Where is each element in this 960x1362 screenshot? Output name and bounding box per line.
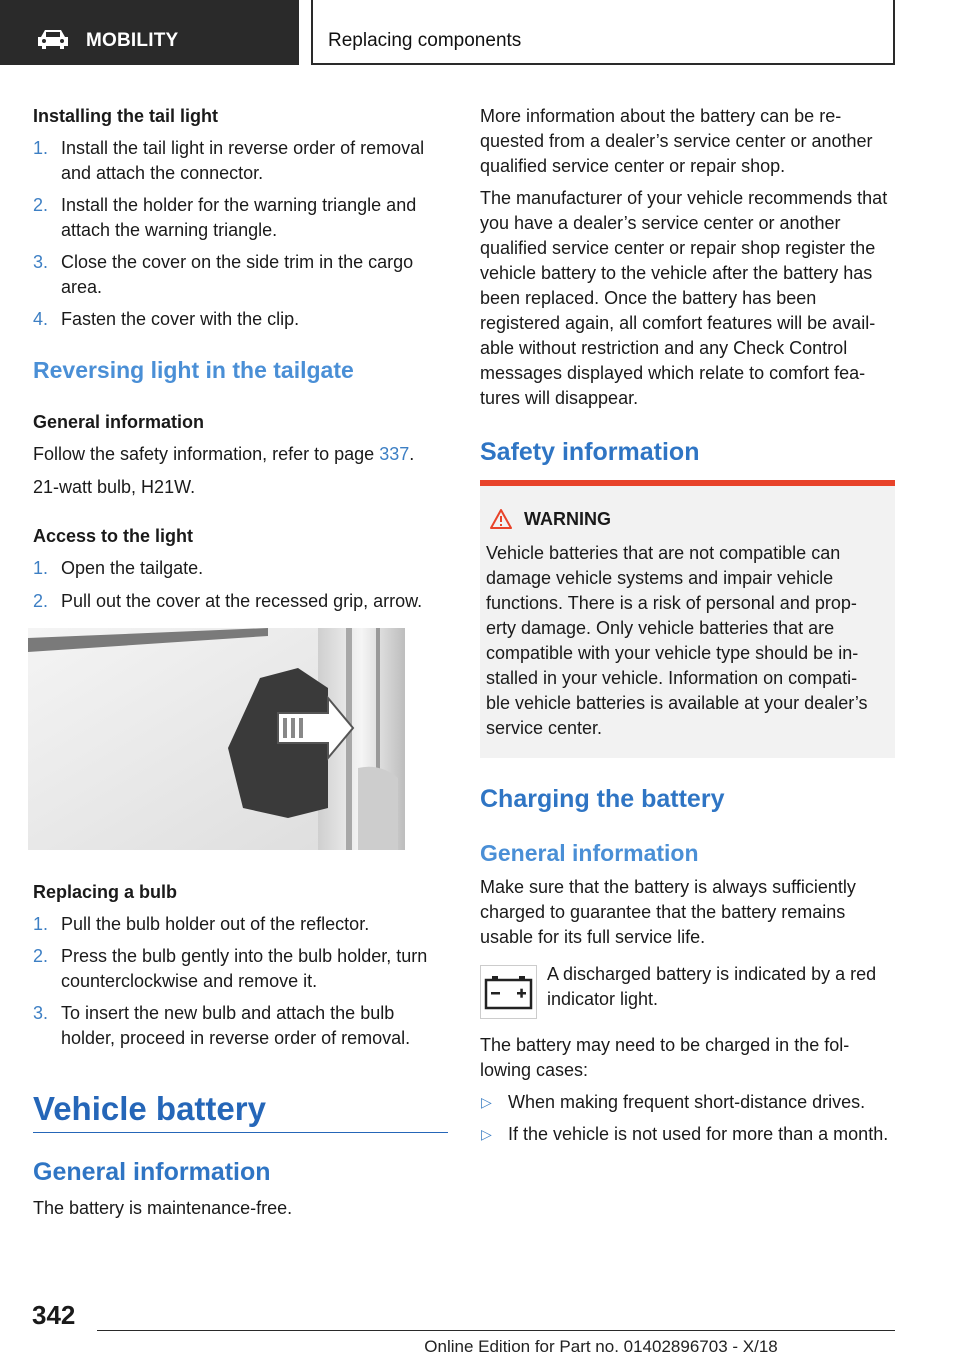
list-item: 1. Install the tail light in reverse order of removal and attach the connector. [33, 138, 425, 183]
safety-reference: Follow the safety information, refer to page 337. [33, 444, 415, 464]
heading-rule [33, 1132, 448, 1133]
replace-heading: Replacing a bulb [33, 882, 178, 902]
page-number: 342 [32, 1300, 76, 1330]
access-heading: Access to the light [33, 526, 194, 546]
battery-general-text: The battery is maintenance-free. [33, 1198, 293, 1218]
warning-box [480, 480, 895, 758]
list-item: ▷ When making frequent short-distance drives. [481, 1092, 866, 1112]
charging-text: Make sure that the battery is always sufficiently charged to guarantee that the battery remains usable for its full service life. [480, 877, 856, 947]
chapter-tab[interactable] [311, 0, 895, 65]
list-item: 4. Fasten the cover with the clip. [33, 309, 300, 329]
indicator-text: A discharged battery is indicated by a red indicator light. [547, 964, 877, 1009]
battery-indicator-icon [480, 965, 537, 1019]
warning-icon [489, 508, 513, 530]
edition-text: Online Edition for Part no. 01402896703 - X/18 [424, 1337, 778, 1356]
list-item: 1. Pull the bulb holder out of the reflector. [33, 914, 370, 934]
replace-steps [33, 912, 448, 1051]
general-heading: General information [33, 412, 205, 432]
warning-text: Vehicle batteries that are not compatible can damage vehicle systems and impair vehicle functions. There is a risk of personal and prop-erty damage. Only vehicle batteries that are compatible with your vehicle type should be in-stalled in your vehicle. Information on compati-ble vehicle batteries is available at your dealer’s service center. [486, 543, 868, 738]
footer-rule [97, 1330, 895, 1331]
list-item: 3. To insert the new bulb and attach the bulb holder, proceed in reverse order of removal. [33, 1003, 411, 1048]
more-info-text: More information about the battery can be re-quested from a dealer’s service center or another qualified service center or repair shop. [480, 106, 873, 176]
replace-section [33, 880, 448, 1051]
safety-heading: Safety information [480, 438, 700, 466]
list-item: 1. Open the tailgate. [33, 558, 204, 578]
reversing-section [33, 410, 448, 614]
manufacturer-text: The manufacturer of your vehicle recommends that you have a dealer’s service center or another qualified service center or repair shop register the vehicle battery to the vehicle after the battery has been replaced. Once the battery has been registered again, all comfort features will be avail-able without restriction and any Check Control messages displayed which relate to comfort fea-tures will disappear. [480, 188, 888, 408]
car-icon [36, 28, 70, 50]
install-steps [33, 136, 448, 332]
list-item: 3. Close the cover on the side trim in the cargo area. [33, 252, 414, 297]
install-heading: Installing the tail light [33, 106, 219, 126]
list-item: 2. Pull out the cover at the recessed grip, arrow. [33, 591, 423, 611]
list-item: ▷ If the vehicle is not used for more than a month. [481, 1124, 889, 1144]
right-intro [480, 104, 898, 411]
cases-intro: The battery may need to be charged in the fol-lowing cases: [480, 1035, 850, 1080]
bulb-info: 21-watt bulb, H21W. [33, 477, 196, 497]
left-column [33, 104, 448, 332]
access-steps [33, 556, 448, 614]
tailgate-cover-photo [28, 628, 405, 850]
page-link[interactable]: 337 [379, 444, 410, 464]
cases-section [480, 1033, 898, 1147]
chapter-title: Replacing components [328, 30, 522, 51]
charging-heading: Charging the battery [480, 785, 725, 813]
battery-general-heading: General information [33, 1158, 271, 1186]
cases-list [480, 1090, 898, 1147]
reversing-heading: Reversing light in the tailgate [33, 357, 354, 383]
warning-title: WARNING [524, 509, 611, 529]
section-title: MOBILITY [86, 30, 179, 51]
charging-general-heading: General information [480, 840, 699, 866]
list-item: 2. Press the bulb gently into the bulb holder, turn counterclockwise and remove it. [33, 946, 428, 991]
list-item: 2. Install the holder for the warning triangle and attach the warning triangle. [33, 195, 417, 240]
battery-heading: Vehicle battery [33, 1090, 266, 1127]
section-tab[interactable] [0, 0, 299, 65]
